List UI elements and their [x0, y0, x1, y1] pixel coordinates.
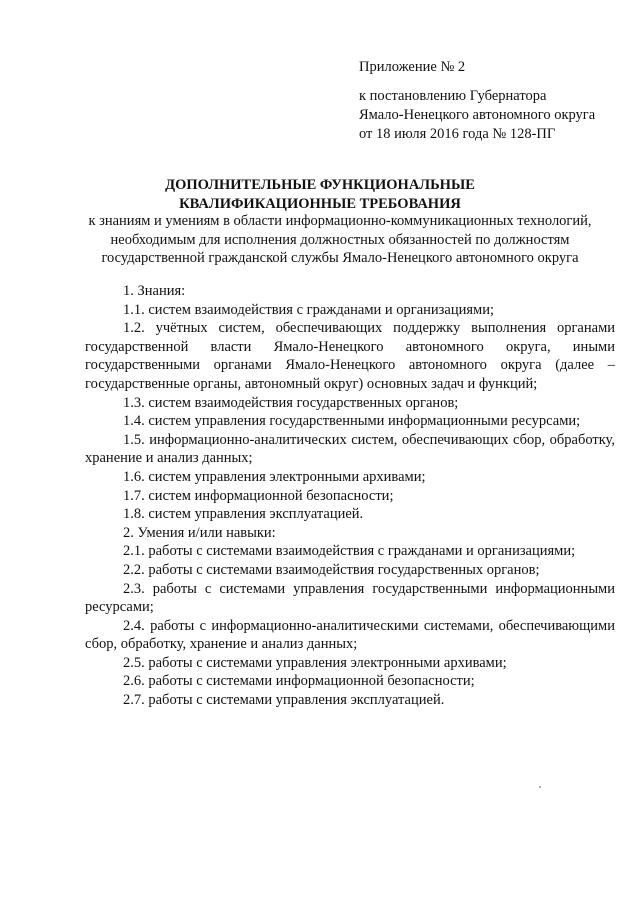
list-item: 2.5. работы с системами управления электронными архивами; [123, 654, 507, 671]
appendix-block [359, 58, 595, 144]
document-title [0, 176, 640, 214]
list-item: 2.6. работы с системами информационной безопасности; [123, 673, 475, 690]
list-item: 2.4. работы с информационно-аналитическими системами, обеспечивающими сбор, обработку, хранение и анализ данных; [85, 617, 615, 653]
title-line-2: КВАЛИФИКАЦИОННЫЕ ТРЕБОВАНИЯ [179, 196, 461, 212]
title-line-1: ДОПОЛНИТЕЛЬНЫЕ ФУНКЦИОНАЛЬНЫЕ [165, 177, 475, 193]
section-heading-skills: 2. Умения и/или навыки: [123, 524, 276, 541]
list-item: 1.2. учётных систем, обеспечивающих поддержку выполнения органами государственной власти Ямало-Ненецкого автономного округа, иными государственными органами Ямало-Ненецкого автономного округа (далее – государственные органы, автономный округ) основных задач и функций; [85, 320, 615, 392]
subtitle-line-2: необходимым для исполнения должностных обязанностей по должностям [110, 231, 570, 248]
list-item: 1.1. систем взаимодействия с гражданами и организациями; [123, 301, 494, 318]
list-item: 1.3. систем взаимодействия государственных органов; [123, 394, 459, 411]
list-item: 1.7. систем информационной безопасности; [123, 487, 394, 504]
list-item: 2.3. работы с системами управления государственными информационными ресурсами; [85, 580, 615, 616]
list-item: 2.1. работы с системами взаимодействия с гражданами и организациями; [123, 543, 576, 560]
appendix-date-line: от 18 июля 2016 года № 128-ПГ [359, 126, 556, 142]
appendix-number: Приложение № 2 [359, 59, 466, 75]
list-item: 2.2. работы с системами взаимодействия государственных органов; [123, 561, 540, 578]
list-item: 1.5. информационно-аналитических систем, обеспечивающих сбор, обработку, хранение и анализ данных; [85, 431, 615, 467]
list-item: 1.4. систем управления государственными информационными ресурсами; [123, 413, 581, 430]
list-item: 1.8. систем управления эксплуатацией. [123, 506, 364, 523]
appendix-decree-line: к постановлению Губернатора [359, 88, 547, 104]
appendix-region-line: Ямало-Ненецкого автономного округа [359, 107, 596, 123]
appendix-spacer [359, 77, 595, 87]
document-subtitle [50, 212, 630, 268]
subtitle-line-1: к знаниям и умениям в области информационно-коммуникационных технологий, [88, 213, 592, 229]
scan-speck [539, 786, 541, 788]
section-heading-knowledge: 1. Знания: [123, 283, 186, 299]
list-item: 2.7. работы с системами управления эксплуатацией. [123, 692, 445, 709]
list-item: 1.6. систем управления электронными архивами; [123, 468, 426, 485]
requirements-body [85, 282, 615, 710]
subtitle-line-3: государственной гражданской службы Ямало-Ненецкого автономного округа [101, 250, 579, 266]
